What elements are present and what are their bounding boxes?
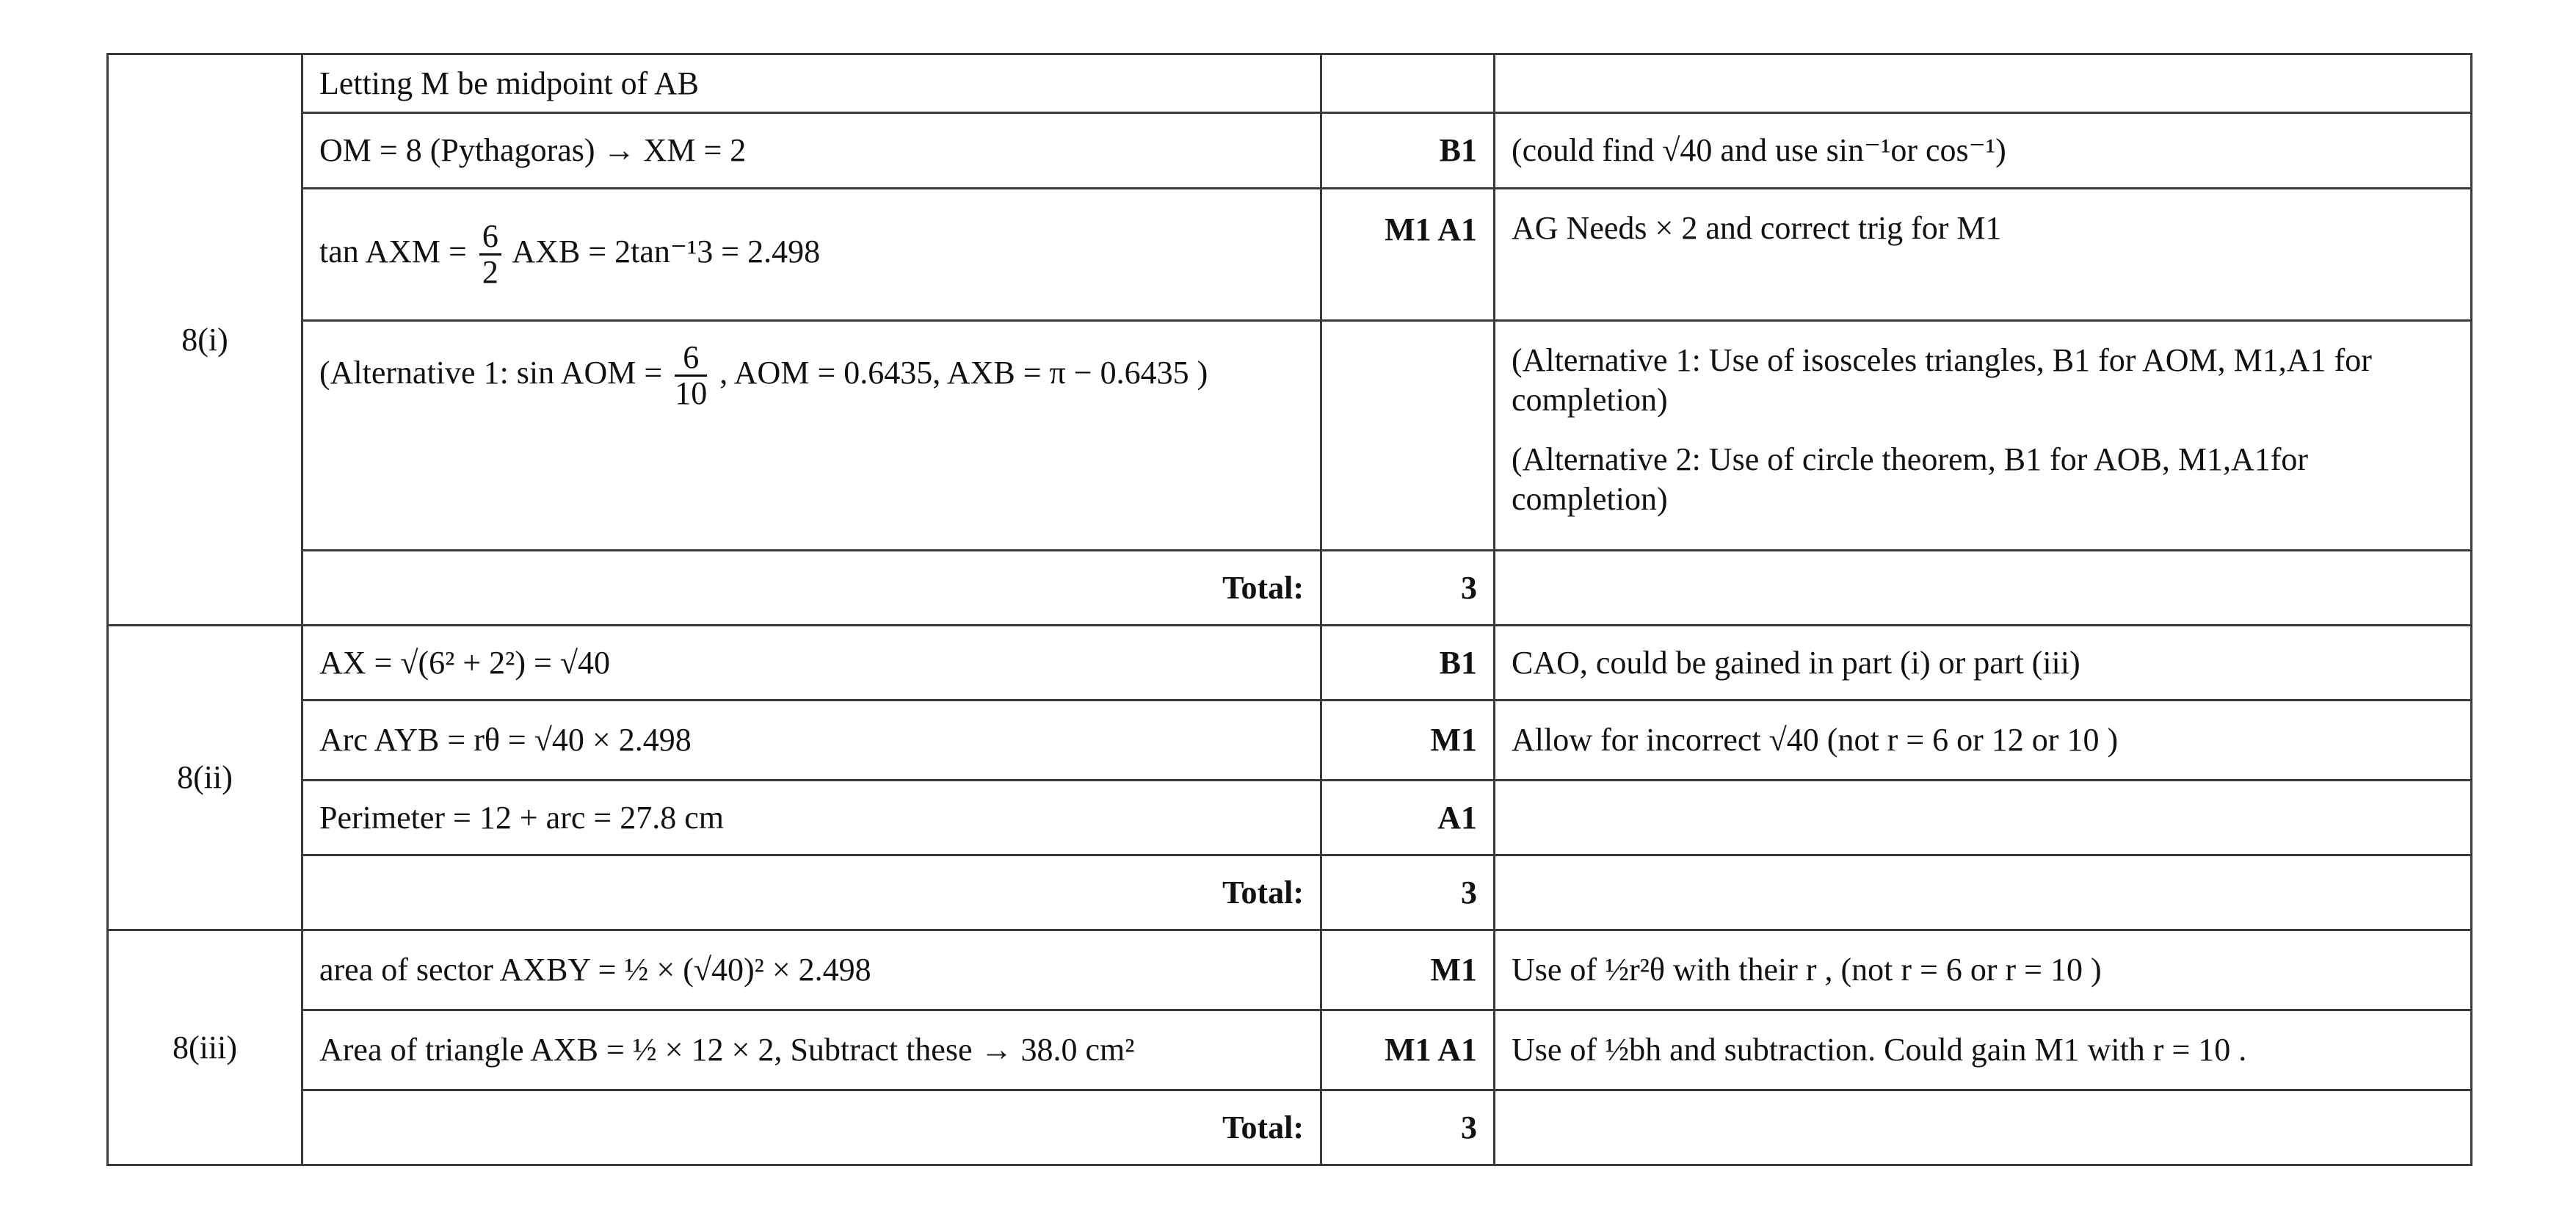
- table-row: [108, 189, 2472, 321]
- mark-cell: 3: [1321, 855, 1495, 930]
- guidance-cell: Use of ½bh and subtraction. Could gain M1 with r = 10 .: [1495, 1010, 2472, 1090]
- fraction: [479, 217, 501, 290]
- guidance-cell: [1495, 855, 2472, 930]
- fraction-denominator: 10: [675, 375, 708, 412]
- guidance-cell: [1495, 551, 2472, 626]
- mark-cell: M1: [1321, 701, 1495, 781]
- answer-text: tan AXM =: [319, 233, 467, 269]
- fraction: [675, 341, 707, 410]
- answer-cell: Letting M be midpoint of AB: [302, 54, 1321, 113]
- total-label: Total:: [302, 551, 1321, 626]
- question-number: 8(i): [108, 54, 302, 626]
- mark-scheme-page: [106, 53, 2470, 1162]
- mark-cell: M1 A1: [1321, 1010, 1495, 1090]
- mark-cell: [1321, 321, 1495, 551]
- question-number: 8(iii): [108, 930, 302, 1165]
- guidance-cell: (could find √40 and use sin⁻¹or cos⁻¹): [1495, 113, 2472, 189]
- answer-cell: AX = √(6² + 2²) = √40: [302, 626, 1321, 701]
- guidance-cell: Use of ½r²θ with their r , (not r = 6 or r = 10 ): [1495, 930, 2472, 1010]
- table-row: [108, 781, 2472, 855]
- mark-cell: 3: [1321, 551, 1495, 626]
- mark-cell: B1: [1321, 626, 1495, 701]
- guidance-paragraph: (Alternative 2: Use of circle theorem, B1 for AOB, M1,A1for completion): [1512, 441, 2309, 518]
- table-row: [108, 701, 2472, 781]
- fraction-numerator: 6: [675, 341, 707, 377]
- answer-cell: area of sector AXBY = ½ × (√40)² × 2.498: [302, 930, 1321, 1010]
- answer-text: AXB = 2tan⁻¹3 = 2.498: [512, 233, 821, 269]
- guidance-cell: Allow for incorrect √40 (not r = 6 or 12 or 10 ): [1495, 701, 2472, 781]
- guidance-cell: [1495, 321, 2472, 551]
- answer-cell: Arc AYB = rθ = √40 × 2.498: [302, 701, 1321, 781]
- question-number: 8(ii): [108, 626, 302, 930]
- fraction-numerator: 6: [479, 220, 501, 256]
- mark-cell: [1321, 54, 1495, 113]
- answer-cell: [302, 189, 1321, 321]
- table-row: [108, 626, 2472, 701]
- fraction-denominator: 2: [482, 254, 498, 290]
- mark-cell: M1 A1: [1321, 189, 1495, 321]
- guidance-paragraph: (Alternative 1: Use of isosceles triangles, B1 for AOM, M1,A1 for completion): [1512, 342, 2372, 418]
- guidance-cell: [1495, 1090, 2472, 1165]
- answer-cell: [302, 321, 1321, 551]
- total-label: Total:: [302, 1090, 1321, 1165]
- mark-cell: M1: [1321, 930, 1495, 1010]
- answer-cell: Area of triangle AXB = ½ × 12 × 2, Subtract these → 38.0 cm²: [302, 1010, 1321, 1090]
- answer-cell: OM = 8 (Pythagoras) → XM = 2: [302, 113, 1321, 189]
- mark-cell: B1: [1321, 113, 1495, 189]
- answer-text: , AOM = 0.6435, AXB = π − 0.6435 ): [719, 354, 1208, 391]
- guidance-cell: [1495, 781, 2472, 855]
- table-row: [108, 321, 2472, 551]
- guidance-cell: [1495, 54, 2472, 113]
- mark-cell: 3: [1321, 1090, 1495, 1165]
- table-row: [108, 1010, 2472, 1090]
- table-row: [108, 855, 2472, 930]
- table-row: [108, 930, 2472, 1010]
- table-row: [108, 54, 2472, 113]
- table-row: [108, 1090, 2472, 1165]
- total-label: Total:: [302, 855, 1321, 930]
- table-row: [108, 551, 2472, 626]
- table-row: [108, 113, 2472, 189]
- mark-scheme-table: [106, 53, 2472, 1166]
- answer-cell: Perimeter = 12 + arc = 27.8 cm: [302, 781, 1321, 855]
- answer-text: (Alternative 1: sin AOM =: [319, 354, 663, 391]
- mark-cell: A1: [1321, 781, 1495, 855]
- guidance-cell: AG Needs × 2 and correct trig for M1: [1495, 189, 2472, 321]
- guidance-cell: CAO, could be gained in part (i) or part (iii): [1495, 626, 2472, 701]
